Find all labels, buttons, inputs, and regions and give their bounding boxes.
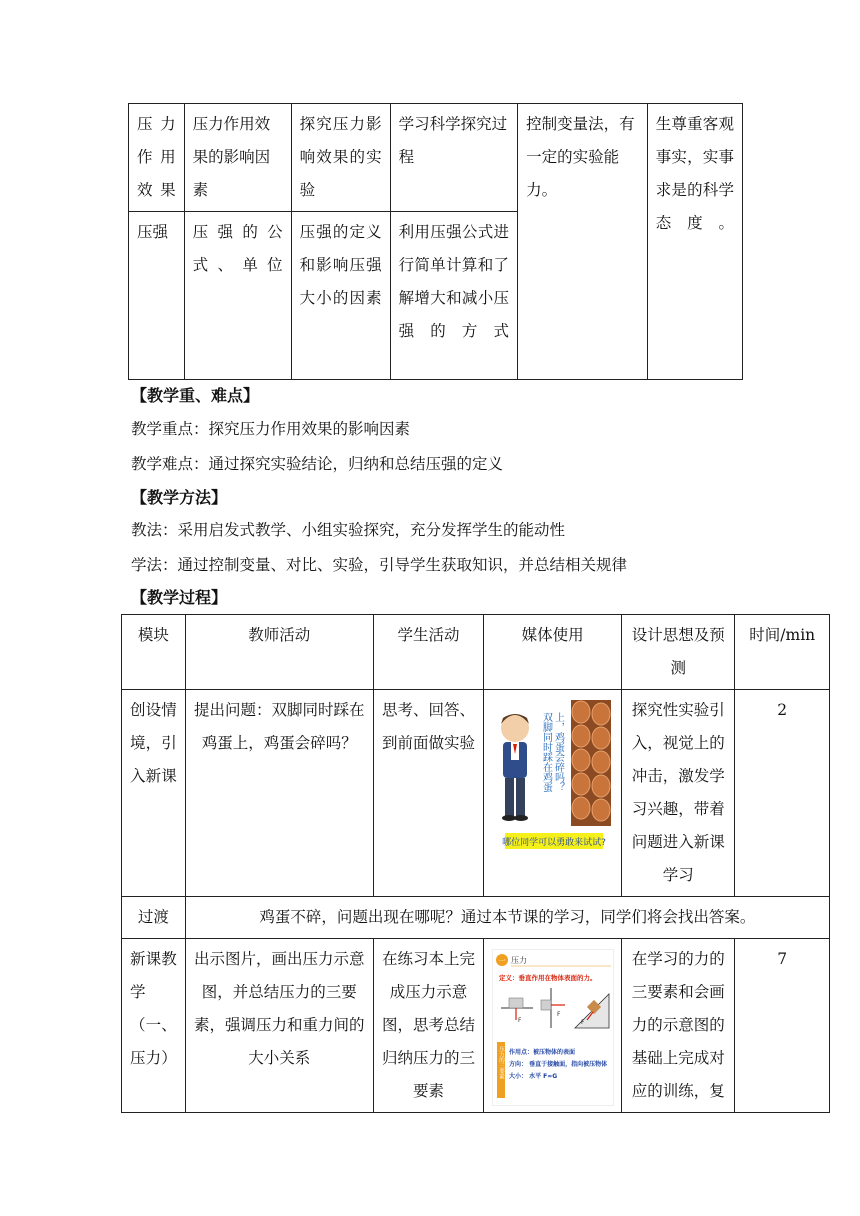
- header-design: 设计思想及预测: [621, 615, 735, 690]
- objectives-table: [128, 103, 743, 380]
- time-cell: 7: [735, 939, 830, 1113]
- knowledge-cell: 压强的定义和影响压强大小的因素: [291, 212, 390, 380]
- force-label-3: F: [580, 1019, 585, 1026]
- header-module: 模块: [122, 615, 186, 690]
- skill-cell: 学习科学探究过程: [390, 104, 517, 212]
- pressure-slide-image: [492, 949, 614, 1106]
- media-cell: [484, 690, 622, 897]
- transition-module-cell: 过渡: [122, 897, 186, 939]
- header-student: 学生活动: [373, 615, 484, 690]
- slide-definition: 定义：垂直作用在物体表面的力。: [498, 974, 597, 982]
- key-point-text: 教学重点：探究压力作用效果的影响因素: [131, 420, 411, 438]
- teacher-cell: 出示图片，画出压力示意图，并总结压力的三要素，强调压力和重力间的大小关系: [185, 939, 373, 1113]
- vertical-text-right: 上，鸡蛋会碎吗？: [552, 712, 564, 792]
- pressure-slide-illustration: [493, 950, 613, 1105]
- header-media: 媒体使用: [484, 615, 622, 690]
- method-heading: 【教学方法】: [131, 488, 228, 507]
- module-cell: 新课教学（一、压力）: [122, 939, 186, 1113]
- key-difficult-heading: 【教学重、难点】: [131, 386, 260, 405]
- skill-cell: 利用压强公式进行简单计算和了解增大和减小压强的方式: [390, 212, 517, 380]
- attitude-cell: 生尊重客观事实，实事求是的科学态度。: [647, 104, 742, 380]
- content-cell: 压力作用效果的影响因素: [184, 104, 291, 212]
- teacher-cell: 提出问题：双脚同时踩在鸡蛋上，鸡蛋会碎吗？: [185, 690, 373, 897]
- design-cell: 探究性实验引入，视觉上的冲击，激发学习兴趣，带着问题进入新课学习: [621, 690, 735, 897]
- egg-slide-image: [493, 696, 613, 872]
- vertical-text-left: 双脚同时踩在鸡蛋: [540, 712, 552, 792]
- header-teacher: 教师活动: [185, 615, 373, 690]
- slide-point: 作用点：被压物体的表面: [508, 1049, 575, 1056]
- process-heading: 【教学过程】: [131, 588, 228, 607]
- slide-side-label: 压力的三要素: [497, 1046, 504, 1079]
- student-cell: 在练习本上完成压力示意图，思考总结归纳压力的三要素: [373, 939, 484, 1113]
- design-cell: 在学习的力的三要素和会画力的示意图的基础上完成对应的训练，复: [621, 939, 735, 1113]
- learning-method-text: 学法：通过控制变量、对比、实验，引导学生获取知识，并总结相关规律: [131, 556, 628, 574]
- process-table: [121, 614, 830, 1113]
- topic-cell: 压强: [129, 212, 185, 380]
- egg-slide-illustration: [493, 696, 613, 872]
- transition-text-cell: 鸡蛋不碎，问题出现在哪呢？通过本节课的学习，同学们将会找出答案。: [185, 897, 829, 939]
- content-cell: 压强的公式、单位: [184, 212, 291, 380]
- slide-direction: 方向： 垂直于接触面，指向被压物体: [508, 1061, 607, 1068]
- student-cell: 思考、回答、到前面做实验: [373, 690, 484, 897]
- teaching-method-text: 教法：采用启发式教学、小组实验探究，充分发挥学生的能动性: [131, 521, 566, 539]
- difficult-point-text: 教学难点：通过探究实验结论，归纳和总结压强的定义: [131, 455, 504, 473]
- knowledge-cell: 探究压力影响效果的实验: [291, 104, 390, 212]
- force-label-2: F: [556, 1011, 561, 1018]
- ability-cell: 控制变量法，有一定的实验能力。: [518, 104, 648, 380]
- media-caption: 哪位同学可以勇敢来试试?: [501, 838, 606, 848]
- media-cell: [484, 939, 622, 1113]
- module-cell: 创设情境，引入新课: [122, 690, 186, 897]
- topic-cell: 压力作用效果: [129, 104, 185, 212]
- force-label-1: F: [517, 1017, 522, 1024]
- header-time: 时间/min: [735, 615, 830, 690]
- slide-magnitude: 大小： 水平 F=G: [508, 1073, 557, 1080]
- time-cell: 2: [735, 690, 830, 897]
- slide-number: 一: [498, 957, 506, 965]
- slide-title: 压力: [510, 956, 527, 965]
